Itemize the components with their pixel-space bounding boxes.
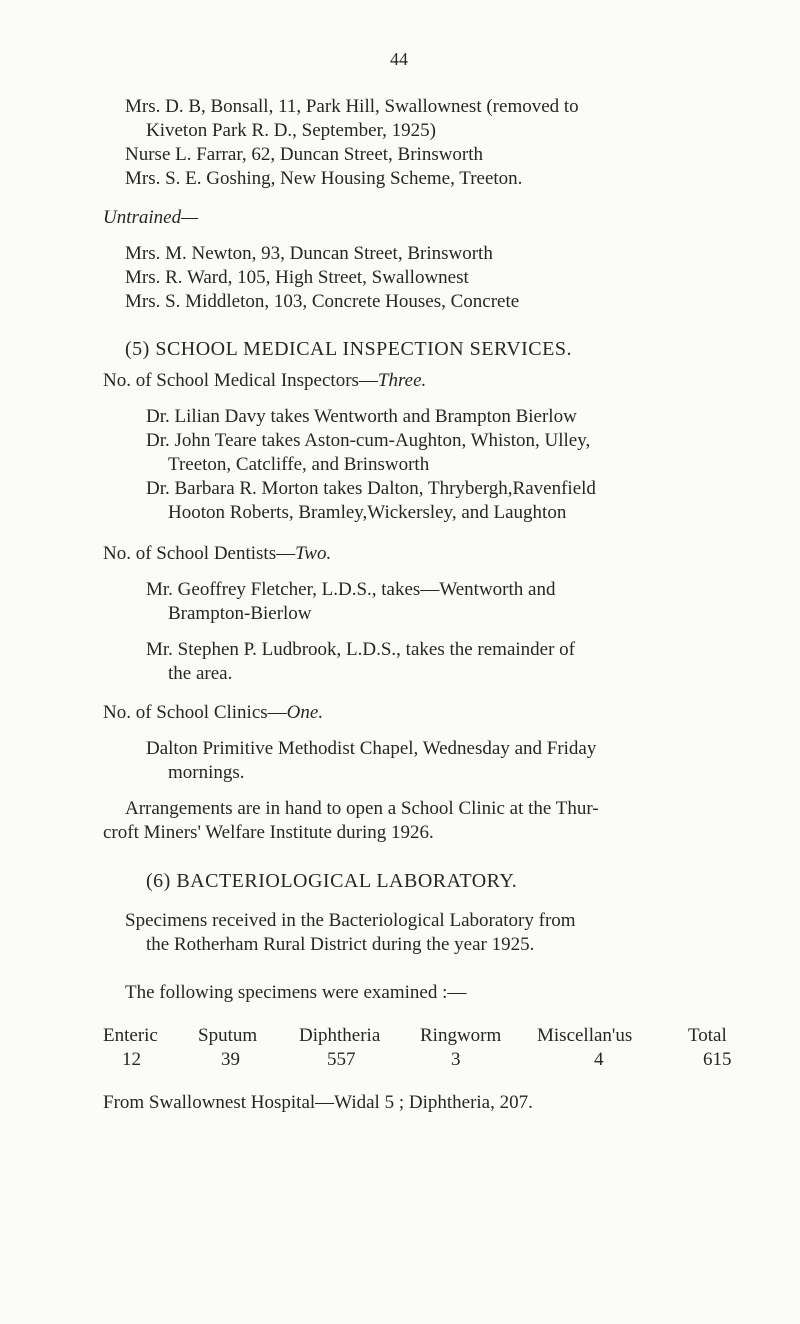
clinics-prefix: No. of School Clinics—: [103, 702, 287, 723]
arrangements-line: croft Miners' Welfare Institute during 1926.: [103, 822, 434, 843]
table-header-diphtheria: Diphtheria: [299, 1025, 381, 1046]
table-value-sputum: 39: [221, 1049, 240, 1070]
inspectors-count-line: [103, 371, 426, 390]
dentist-line: Mr. Stephen P. Ludbrook, L.D.S., takes the remainder of: [146, 639, 576, 660]
inspectors-count: Three.: [377, 370, 427, 391]
inspector-line: Dr. Barbara R. Morton takes Dalton, Thrybergh,Ravenfield: [146, 478, 596, 499]
nurse-line: Mrs. D. B, Bonsall, 11, Park Hill, Swallownest (removed to: [125, 96, 579, 117]
bacteriology-intro-line: Specimens received in the Bacteriological Laboratory from: [125, 910, 576, 931]
table-value-enteric: 12: [122, 1049, 141, 1070]
table-value-ringworm: 3: [451, 1049, 461, 1070]
inspector-line: Hooton Roberts, Bramley,Wickersley, and Laughton: [168, 502, 567, 523]
inspector-line: Dr. Lilian Davy takes Wentworth and Brampton Bierlow: [146, 406, 577, 427]
dentist-line: Brampton-Bierlow: [168, 603, 312, 624]
table-header-enteric: Enteric: [103, 1025, 158, 1046]
table-value-total: 615: [703, 1049, 732, 1070]
clinics-count-line: [103, 703, 323, 722]
untrained-line: Mrs. S. Middleton, 103, Concrete Houses, Concrete: [125, 291, 520, 312]
clinics-count: One.: [286, 702, 324, 723]
table-header-sputum: Sputum: [198, 1025, 258, 1046]
dentists-count: Two.: [295, 543, 332, 564]
hospital-line: From Swallownest Hospital—Widal 5 ; Diphtheria, 207.: [103, 1092, 533, 1113]
section-heading: (5) SCHOOL MEDICAL INSPECTION SERVICES.: [125, 338, 572, 360]
table-header-ringworm: Ringworm: [420, 1025, 502, 1046]
inspector-line: Treeton, Catcliffe, and Brinsworth: [168, 454, 430, 475]
arrangements-line: Arrangements are in hand to open a School Clinic at the Thur-: [125, 798, 599, 819]
page-number: 44: [390, 49, 408, 69]
dentists-prefix: No. of School Dentists—: [103, 543, 296, 564]
clinic-line: Dalton Primitive Methodist Chapel, Wednesday and Friday: [146, 738, 597, 759]
untrained-line: Mrs. R. Ward, 105, High Street, Swallownest: [125, 267, 469, 288]
untrained-line: Mrs. M. Newton, 93, Duncan Street, Brinsworth: [125, 243, 493, 264]
dentist-line: the area.: [168, 663, 233, 684]
inspector-line: Dr. John Teare takes Aston-cum-Aughton, Whiston, Ulley,: [146, 430, 591, 451]
table-header-miscellaneous: Miscellan'us: [537, 1025, 633, 1046]
inspectors-prefix: No. of School Medical Inspectors—: [103, 370, 378, 391]
bacteriology-intro-line: the Rotherham Rural District during the year 1925.: [146, 934, 535, 955]
dentists-count-line: [103, 544, 331, 563]
table-value-miscellaneous: 4: [594, 1049, 604, 1070]
following-text: The following specimens were examined :—: [125, 982, 467, 1003]
nurse-line: Kiveton Park R. D., September, 1925): [146, 120, 437, 141]
table-value-diphtheria: 557: [327, 1049, 356, 1070]
dentist-line: Mr. Geoffrey Fletcher, L.D.S., takes—Wentworth and: [146, 579, 556, 600]
table-header-total: Total: [688, 1025, 727, 1046]
clinic-line: mornings.: [168, 762, 245, 783]
untrained-label: Untrained—: [103, 207, 198, 228]
section-heading: (6) BACTERIOLOGICAL LABORATORY.: [146, 870, 518, 892]
nurse-line: Mrs. S. E. Goshing, New Housing Scheme, Treeton.: [125, 168, 523, 189]
nurse-line: Nurse L. Farrar, 62, Duncan Street, Brinsworth: [125, 144, 484, 165]
